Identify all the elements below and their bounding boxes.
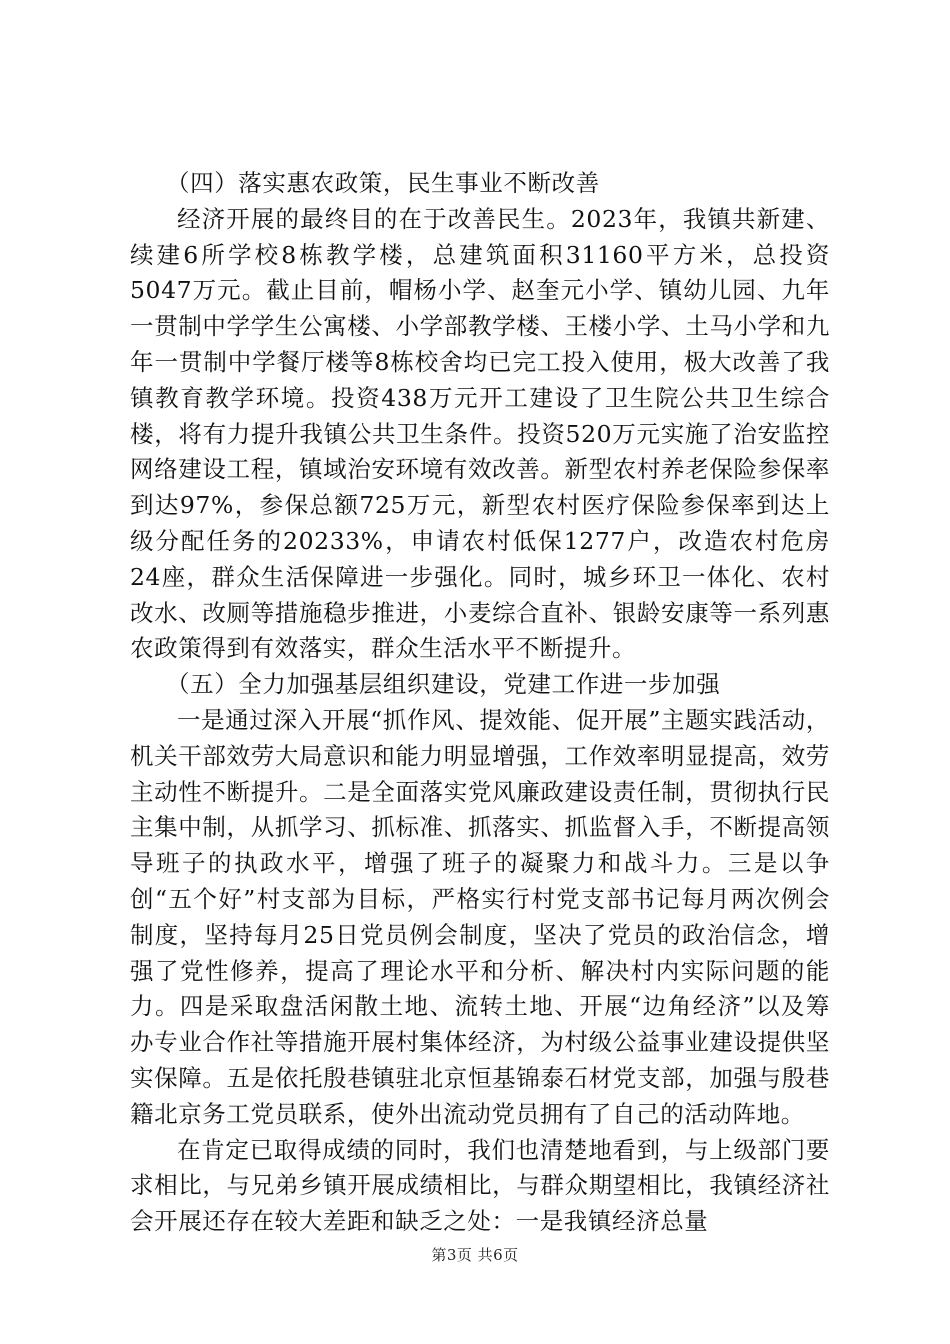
paragraph-shortcomings: 在肯定已取得成绩的同时，我们也清楚地看到，与上级部门要求相比，与兄弟乡镇开展成绩相比，与群众期望相比，我镇经济社会开展还存在较大差距和缺乏之处：一是我镇经济总量 bbox=[130, 1135, 830, 1236]
section-heading-4: （四）落实惠农政策，民生事业不断改善 bbox=[166, 169, 600, 197]
page-number-footer: 第3页 共6页 bbox=[431, 1246, 519, 1264]
paragraph-party-building: 一是通过深入开展“抓作风、提效能、促开展”主题实践活动，机关干部效劳大局意识和能力明显增强，工作效率明显提高，效劳主动性不断提升。二是全面落实党风廉政建设责任制，贯彻执行民主集中制，从抓学习、抓标准、抓落实、抓监督入手，不断提高领导班子的执政水平，增强了班子的凝聚力和战斗力。三是以争创“五个好”村支部为目标，严格实行村党支部书记每月两次例会制度，坚持每月25日党员例会制度，坚决了党员的政治信念，增强了党性修养，提高了理论水平和分析、解决村内实际问题的能力。四是采取盘活闲散土地、流转土地、开展“边角经济”以及筹办专业合作社等措施开展村集体经济，为村级公益事业建设提供坚实保障。五是依托殷巷镇驻北京恒基锦泰石材党支部，加强与殷巷籍北京务工党员联系，使外出流动党员拥有了自己的活动阵地。 bbox=[130, 705, 830, 1128]
document-body bbox=[130, 166, 830, 1240]
section-heading-5: （五）全力加强基层组织建设，党建工作进一步加强 bbox=[166, 670, 721, 699]
paragraph-livelihood: 经济开展的最终目的在于改善民生。2023年，我镇共新建、续建6所学校8栋教学楼，总建筑面积31160平方米，总投资5047万元。截止目前，帽杨小学、赵奎元小学、镇幼儿园、九年一贯制中学学生公寓楼、小学部教学楼、王楼小学、土马小学和九年一贯制中学餐厅楼等8栋校舍均已完工投入使用，极大改善了我镇教育教学环境。投资438万元开工建设了卫生院公共卫生综合楼，将有力提升我镇公共卫生条件。投资520万元实施了治安监控网络建设工程，镇域治安环境有效改善。新型农村养老保险参保率到达97%，参保总额725万元，新型农村医疗保险参保率到达上级分配任务的20233%，申请农村低保1277户，改造农村危房24座，群众生活保障进一步强化。同时，城乡环卫一体化、农村改水、改厕等措施稳步推进，小麦综合直补、银龄安康等一系列惠农政策得到有效落实，群众生活水平不断提升。 bbox=[130, 204, 830, 663]
